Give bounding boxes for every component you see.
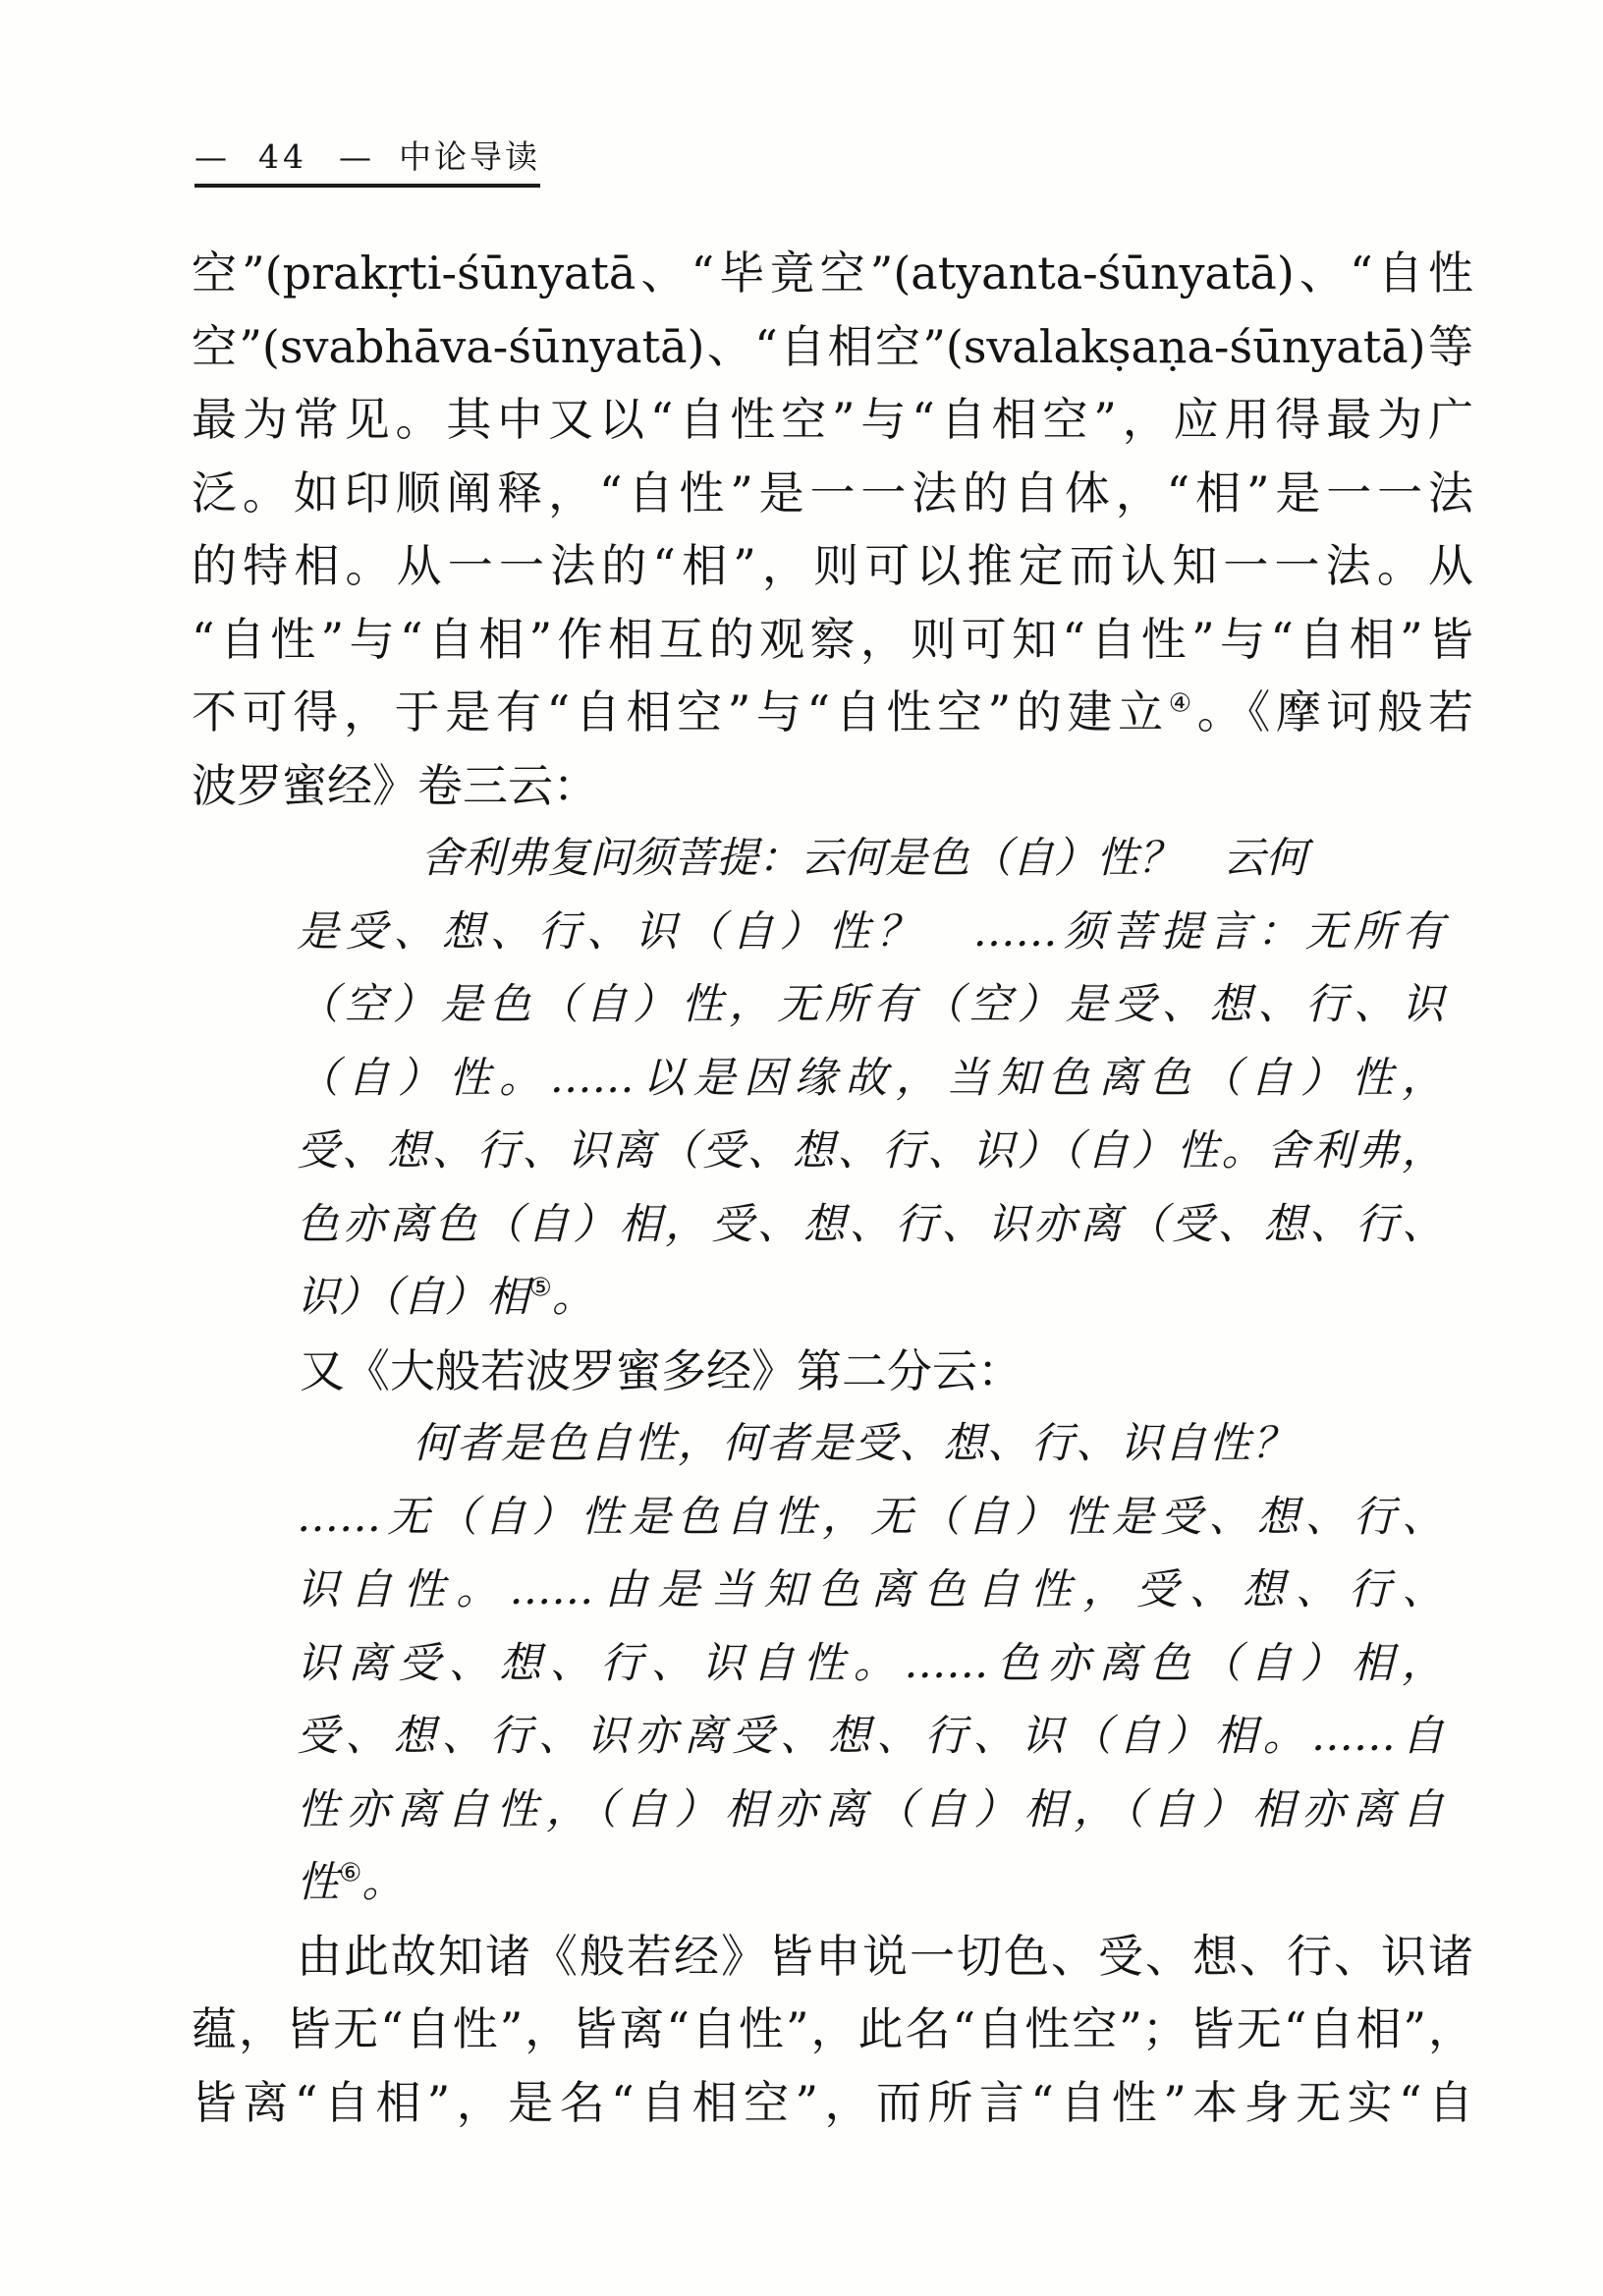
quote-line: ……无（自）性是色自性，无（自）性是受、想、行、 bbox=[297, 1492, 1444, 1542]
footnote-marker: ④ bbox=[1168, 688, 1197, 719]
quote-line: 受、想、行、识亦离受、想、行、识（自）相。……自 bbox=[297, 1712, 1444, 1761]
quote-line: 受、想、行、识离（受、想、行、识）（自）性。舍利弗， bbox=[297, 1126, 1444, 1175]
quote-line bbox=[297, 1261, 1603, 1335]
text-line: “自性”与“自相”作相互的观察，则可知“自性”与“自相”皆 bbox=[192, 612, 1473, 666]
quote-line: 色亦离色（自）相，受、想、行、识亦离（受、想、行、 bbox=[297, 1199, 1444, 1249]
text-line: 最为常见。其中又以“自性空”与“自相空”，应用得最为广 bbox=[192, 393, 1473, 446]
line-text: 识）（自）相 bbox=[297, 1273, 529, 1322]
header-left-dash: — bbox=[194, 137, 227, 176]
quote-line: 性亦离自性，（自）相亦离（自）相，（自）相亦离自 bbox=[297, 1784, 1444, 1834]
footnote-marker: ⑥ bbox=[339, 1858, 362, 1888]
text-line bbox=[192, 676, 1473, 749]
text-line: 空”(prakṛti-śūnyatā、“毕竟空”(atyanta-śūnyatā)、“自性 bbox=[192, 246, 1473, 300]
quote-line: 识自性。……由是当知色离色自性，受、想、行、 bbox=[297, 1565, 1444, 1614]
line-text: 。 bbox=[551, 1273, 594, 1322]
text-line: 泛。如印顺阐释，“自性”是一一法的自体，“相”是一一法 bbox=[192, 465, 1473, 519]
page-number: 44 bbox=[258, 137, 307, 176]
quote-line: 何者是色自性，何者是受、想、行、识自性？ bbox=[413, 1419, 1297, 1468]
text-line: 又《大般若波罗蜜多经》第二分云： bbox=[300, 1343, 1023, 1397]
text-line: 空”(svabhāva-śūnyatā)、“自相空”(svalakṣaṇa-śūnyatā)等 bbox=[192, 319, 1473, 373]
quote-line: （自）性。……以是因缘故，当知色离色（自）性， bbox=[297, 1053, 1444, 1103]
text-line: 的特相。从一一法的“相”，则可以推定而认知一一法。从 bbox=[192, 539, 1473, 592]
text-line: 皆离“自相”，是名“自相空”，而所言“自性”本身无实“自 bbox=[192, 2075, 1473, 2129]
line-text: 不可得，于是有“自相空”与“自性空”的建立 bbox=[192, 685, 1169, 738]
line-text: 。《摩诃般若 bbox=[1196, 685, 1473, 738]
quote-line bbox=[297, 1846, 1603, 1920]
quote-line: 识离受、想、行、识自性。……色亦离色（自）相， bbox=[297, 1638, 1444, 1688]
footnote-marker: ⑤ bbox=[528, 1273, 552, 1303]
quote-line: 是受、想、行、识（自）性？ ……须菩提言：无所有 bbox=[297, 906, 1444, 957]
text-line: 蕴，皆无“自性”，皆离“自性”，此名“自性空”；皆无“自相”， bbox=[192, 2002, 1473, 2055]
line-text: 性 bbox=[297, 1858, 339, 1907]
book-title: 中论导读 bbox=[399, 137, 540, 176]
text-line: 由此故知诸《般若经》皆申说一切色、受、想、行、识诸 bbox=[297, 1929, 1473, 1983]
quote-line: 舍利弗复问须菩提：云何是色（自）性？ 云何 bbox=[420, 834, 1307, 883]
text-line: 波罗蜜经》卷三云： bbox=[192, 758, 598, 812]
line-text: 。 bbox=[361, 1858, 405, 1907]
text-block bbox=[0, 237, 1603, 2139]
page-header bbox=[194, 137, 540, 188]
quote-line: （空）是色（自）性，无所有（空）是受、想、行、识 bbox=[297, 980, 1444, 1029]
header-right-dash: — bbox=[339, 137, 371, 176]
